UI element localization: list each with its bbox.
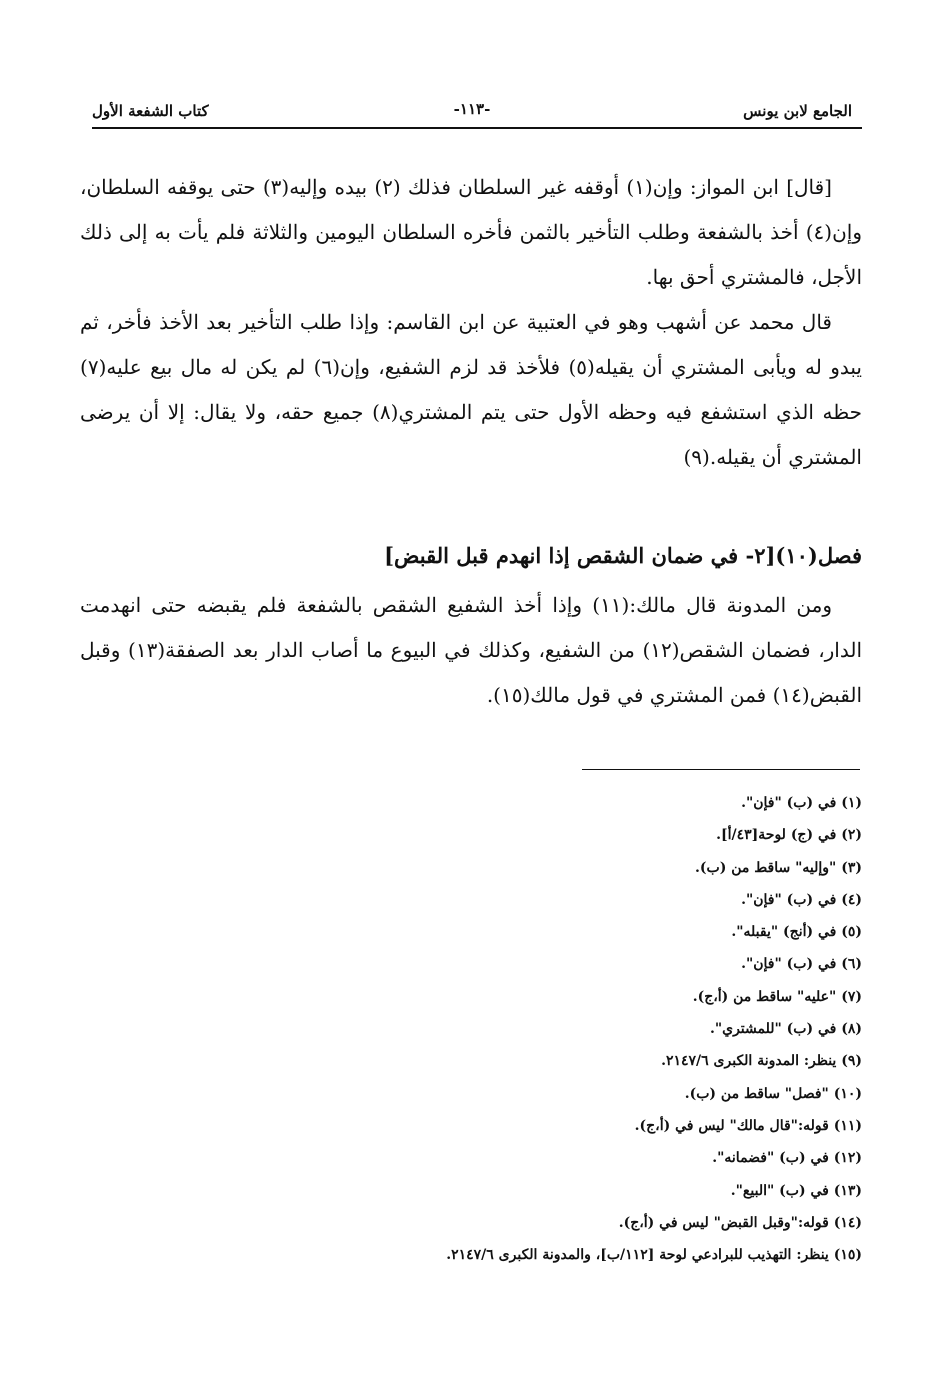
main-text xyxy=(80,165,862,480)
footnote-divider xyxy=(582,769,860,770)
footnote: (٨) في (ب) "للمشتري". xyxy=(709,1021,862,1038)
paragraph-2: قال محمد عن أشهب وهو في العتبية عن ابن القاسم: وإذا طلب التأخير بعد الأخذ فأخر، ثم يبدو له ويأبى المشتري أن يقيله(٥) فلأخذ قد لزم الشفيع، وإن(٦) لم يكن له مال بيع عليه(٧) حظه الذي استشفع فيه وحظه الأول حتى يتم المشتري(٨) جميع حقه، ولا يقال: إلا أن يرضى المشتري أن يقيله.(٩) xyxy=(80,310,862,469)
header-chapter-title: كتاب الشفعة الأول xyxy=(92,102,209,120)
footnote: (٣) "وإليه" ساقط من (ب). xyxy=(695,859,862,876)
footnote: (٢) في (ج) لوحة[٤٣/أ]. xyxy=(716,827,862,844)
footnote: (٤) في (ب) "فإن". xyxy=(741,891,862,908)
paragraph-3: ومن المدونة قال مالك:(١١) وإذا أخذ الشفيع الشقص بالشفعة فلم يقبضه حتى انهدمت الدار، فضمان الشقص(١٢) من الشفيع، وكذلك في البيوع ما أصاب الدار بعد الصفقة(١٣) وقبل القبض(١٤) فمن المشتري في قول مالك(١٥). xyxy=(80,593,863,707)
header-divider xyxy=(92,127,862,129)
header-book-title: الجامع لابن يونس xyxy=(743,102,852,120)
footnote: (١٠) "فصل" ساقط من (ب). xyxy=(684,1085,862,1102)
footnote: (١٤) قوله:"وقبل القبض" ليس في (أ،ج). xyxy=(618,1214,862,1231)
footnote: (٦) في (ب) "فإن". xyxy=(741,956,862,973)
footnote: (١٥) ينظر: التهذيب للبرادعي لوحة [١١٢/ب]، والمدونة الكبرى ٢١٤٧/٦. xyxy=(446,1247,862,1264)
section-heading: فصل(١٠)[٢- في ضمان الشقص إذا انهدم قبل القبض] xyxy=(384,543,862,568)
running-header xyxy=(92,100,852,126)
footnotes xyxy=(80,787,862,1271)
footnote: (٧) "عليه" ساقط من (أ،ج). xyxy=(692,988,862,1005)
section-text xyxy=(80,583,862,718)
footnote: (١٢) في (ب) "فضمانه". xyxy=(712,1150,862,1167)
footnote: (١١) قوله:"قال مالك" ليس في (أ،ج). xyxy=(634,1117,862,1134)
footnote: (١) في (ب) "فإن". xyxy=(741,795,862,811)
paragraph-1: [قال] ابن المواز: وإن(١) أوقفه غير السلطان فذلك (٢) بيده وإليه(٣) حتى يوقفه السلطان، وإن(٤) أخذ بالشفعة وطلب التأخير بالثمن فأخره السلطان اليومين والثلاثة فلم يأت به إلى ذلك الأجل، فالمشتري أحق بها. xyxy=(80,175,862,289)
footnote: (٩) ينظر: المدونة الكبرى ٢١٤٧/٦. xyxy=(661,1053,862,1070)
page-number: -١١٣- xyxy=(453,100,491,118)
footnote: (١٣) في (ب) "البيع". xyxy=(730,1182,862,1199)
footnote: (٥) في (أنج) "يقبله". xyxy=(731,924,862,941)
